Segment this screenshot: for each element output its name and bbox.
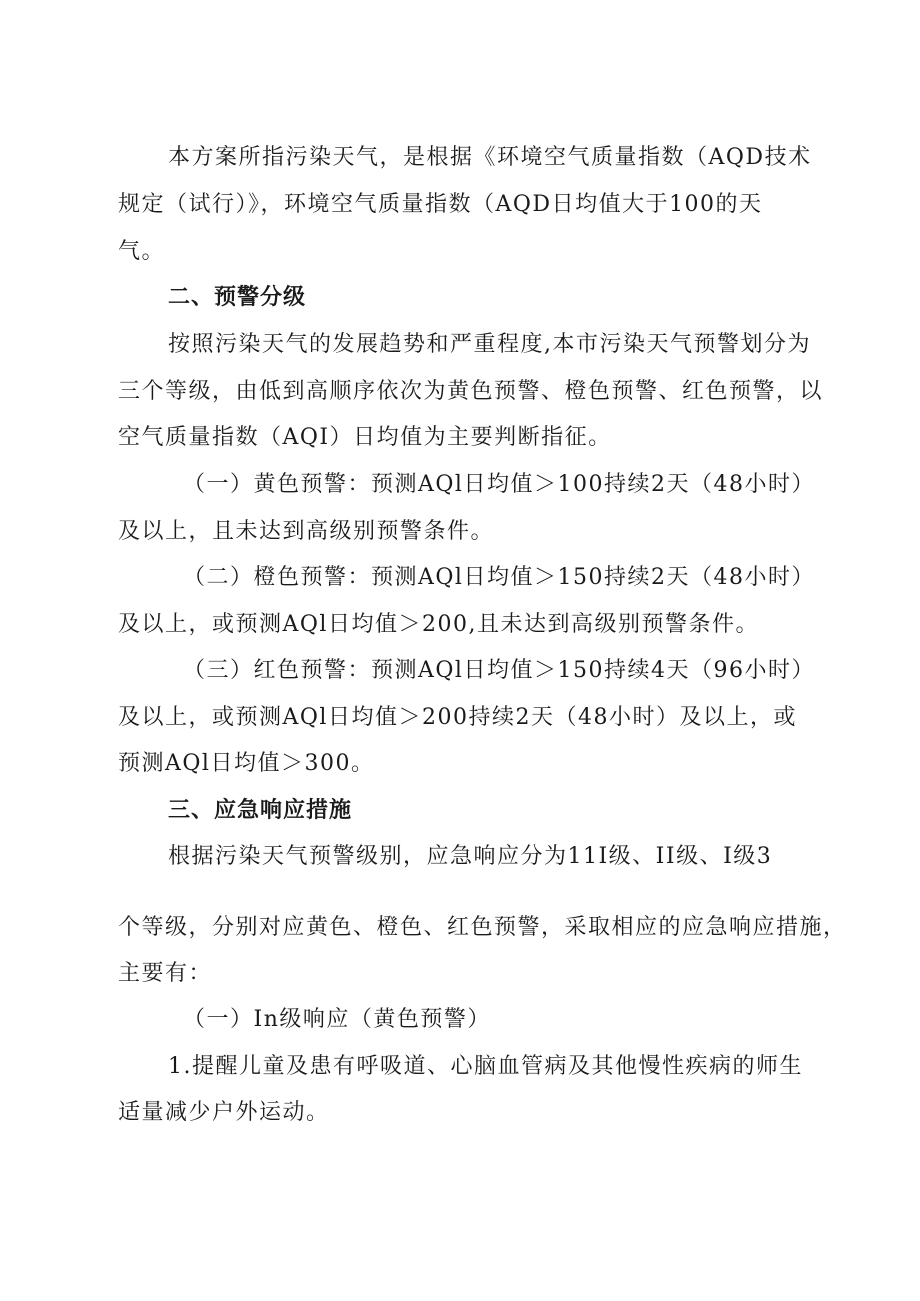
- p1-line-3: 气。: [118, 239, 166, 264]
- level-three-response-heading: （一）In级响应（黄色预警）: [183, 1007, 491, 1032]
- p2-line-3: 空气质量指数（AQI）日均值为主要判断指征。: [118, 425, 612, 450]
- section-heading-emergency-response: 三、应急响应措施: [168, 798, 353, 823]
- p2-line-2: 三个等级，由低到高顺序依次为黄色预警、橙色预警、红色预警，以: [118, 379, 824, 404]
- p2-line-1: 按照污染天气的发展趋势和严重程度,本市污染天气预警划分为: [168, 332, 811, 357]
- item1-line-1: 1.提醒儿童及患有呼吸道、心脑血管病及其他慢性疾病的师生: [168, 1054, 803, 1079]
- yellow-warning-line-2: 及以上，且未达到高级别预警条件。: [118, 519, 495, 544]
- p1-line-1: 本方案所指污染天气，是根据《环境空气质量指数（AQD技术: [168, 145, 812, 170]
- p3-line-2: 个等级，分别对应黄色、橙色、红色预警，采取相应的应急响应措施，: [118, 915, 847, 940]
- red-warning-line-2: 及以上，或预测AQl日均值＞200持续2天（48小时）及以上，或: [118, 705, 797, 730]
- orange-warning-line-2: 及以上，或预测AQl日均值＞200,且未达到高级别预警条件。: [118, 612, 759, 637]
- orange-warning-line-1: （二）橙色预警：预测AQl日均值＞150持续2天（48小时）: [183, 565, 815, 590]
- red-warning-line-3: 预测AQl日均值＞300。: [118, 751, 375, 776]
- p1-line-2: 规定（试行）》，环境空气质量指数（AQD日均值大于100的天: [118, 192, 763, 217]
- p3-line-1: 根据污染天气预警级别，应急响应分为11I级、II级、I级3: [168, 844, 773, 869]
- red-warning-line-1: （三）红色预警：预测AQl日均值＞150持续4天（96小时）: [183, 658, 815, 683]
- item1-line-2: 适量减少户外运动。: [118, 1100, 330, 1125]
- section-heading-warning-levels: 二、预警分级: [168, 285, 307, 310]
- p3-line-3: 主要有：: [118, 961, 213, 986]
- yellow-warning-line-1: （一）黄色预警：预测AQl日均值＞100持续2天（48小时）: [183, 472, 815, 497]
